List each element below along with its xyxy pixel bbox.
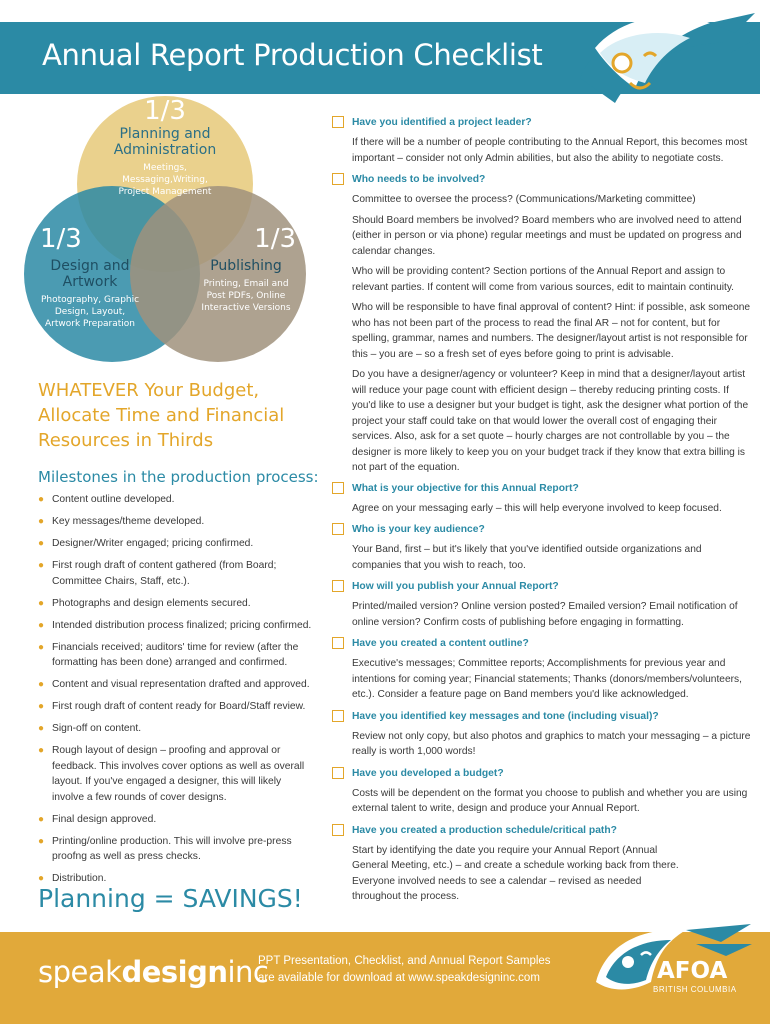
venn-right-sub: Printing, Email and Post PDFs, Online Interactive Versions	[201, 279, 291, 313]
bullet-icon: ●	[38, 619, 45, 631]
checklist-item	[332, 823, 752, 905]
footer-text: PPT Presentation, Checklist, and Annual Report Samples are available for download at www.speakdesigninc.com	[258, 953, 551, 987]
bullet-icon: ●	[38, 597, 45, 609]
budget-heading: WHATEVER Your Budget, Allocate Time and Financial Resources in Thirds	[38, 380, 285, 451]
speakdesign-logo: speakdesigninc	[38, 955, 269, 989]
checkbox[interactable]	[332, 523, 344, 535]
checklist-item	[332, 709, 752, 760]
checkbox[interactable]	[332, 824, 344, 836]
checklist-answer: Agree on your messaging early – this will help everyone involved to keep focused.	[352, 502, 722, 514]
checkbox[interactable]	[332, 116, 344, 128]
list-item: ● First rough draft of content ready for Board/Staff review.	[38, 699, 313, 715]
list-item: ● First rough draft of content gathered (from Board; Committee Chairs, Staff, etc.).	[38, 560, 277, 587]
checkbox[interactable]	[332, 637, 344, 649]
checklist-answer: Do you have a designer/agency or volunteer? Keep in mind that a designer/layout artist will reduce your page count with efficient design – thereby reducing printing costs. If you'd like to use a designer but your budget is tight, ask the designer what portion of the project your staff could take on that would lower the overall cost of engaging their services. Also, ask for a set quote – hourly charges are not controllable by you – the designer is more likely to keep you on your budget track if they know that extra billing is not part of the equation.	[352, 369, 749, 473]
bullet-icon: ●	[38, 701, 45, 712]
list-item: ● Printing/online production. This will involve pre-press proofng as well as press checks.	[38, 835, 292, 862]
checklist-answer: Executive's messages; Committee reports; Accomplishments for previous year and intentions for coming year; Financial statements; Thanks (donors/members/volunteers, etc.). Consider a feature page on Band members you'd like acknowledged.	[352, 658, 742, 700]
list-item: ● Final design approved.	[38, 812, 313, 828]
checklist-answer: Who will be providing content? Section portions of the Annual Report and assign to relevant parties. If content will come from various sources, edit to maintain continuity.	[352, 266, 735, 293]
venn-left-fraction: 1/3	[40, 224, 82, 254]
checklist-answer: Review not only copy, but also photos and graphics to match your messaging – a picture really is worth 1,000 words!	[352, 730, 751, 757]
afoa-title: AFOA	[657, 958, 728, 984]
list-item: ● Content outline developed.	[38, 492, 313, 508]
bullet-icon: ●	[38, 516, 45, 527]
checklist-question: Have you created a production schedule/critical path?	[352, 824, 617, 836]
venn-right-heading: Publishing	[210, 258, 282, 274]
list-item: ● Rough layout of design – proofing and approval or feedback. This involves cover options as well as overall layout. If you've engaged a designer, this will likely involve a few rounds of cover designs.	[38, 745, 305, 803]
checklist-answer: Who will be responsible to have final approval of content? Hint: if possible, ask someone who has not been part of the process to read the final AR – not for content, but for spelling, grammar, names and numbers. The designer/layout artist is not responsible for this – you are – so a fresh set of eyes before going to print is advisable.	[352, 302, 751, 360]
checklist-answer: Your Band, first – but it's likely that you've identified outside organizations and companies that you wish to reach, too.	[352, 544, 702, 571]
venn-top-fraction: 1/3	[144, 96, 186, 126]
checklist-item	[332, 115, 752, 166]
venn-top-sub: Meetings, Messaging,Writing, Project Management	[118, 163, 212, 197]
checklist-item	[332, 766, 752, 817]
checklist-item	[332, 522, 752, 573]
bullet-icon: ●	[38, 560, 45, 571]
bullet-icon: ●	[38, 538, 45, 549]
milestones-list	[38, 492, 313, 893]
checklist-answer: Committee to oversee the process? (Communications/Marketing committee)	[352, 194, 696, 205]
bullet-icon: ●	[38, 835, 45, 847]
checklist-question: Have you identified key messages and tone (including visual)?	[352, 710, 659, 722]
page-title: Annual Report Production Checklist	[42, 38, 543, 72]
checkbox[interactable]	[332, 580, 344, 592]
checklist-question: Have you identified a project leader?	[352, 117, 532, 128]
checklist-item	[332, 636, 752, 703]
bullet-icon: ●	[38, 745, 45, 756]
checklist-answer: If there will be a number of people contributing to the Annual Report, this becomes most important – consider not only Admin abilities, but also the ability to negotiate costs.	[352, 137, 748, 164]
list-item: ● Distribution.	[38, 871, 313, 887]
checkbox[interactable]	[332, 767, 344, 779]
checklist-item	[332, 172, 752, 476]
checklist-item	[332, 481, 752, 517]
venn-left-sub: Photography, Graphic Design, Layout, Artwork Preparation	[40, 295, 140, 329]
milestones-title: Milestones in the production process:	[38, 468, 319, 486]
list-item: ● Designer/Writer engaged; pricing confirmed.	[38, 536, 313, 552]
checklist-question: How will you publish your Annual Report?	[352, 581, 559, 592]
venn-right-label	[196, 224, 296, 314]
bullet-icon: ●	[38, 494, 45, 505]
checklist-question: Who needs to be involved?	[352, 174, 486, 185]
venn-top-label	[110, 96, 220, 198]
bullet-icon: ●	[38, 813, 45, 825]
checklist-question: Have you created a content outline?	[352, 638, 529, 649]
checklist	[332, 115, 752, 910]
bullet-icon: ●	[38, 723, 45, 734]
bullet-icon: ●	[38, 873, 45, 884]
list-item: ● Intended distribution process finalized; pricing confirmed.	[38, 618, 313, 634]
checklist-question: Who is your key audience?	[352, 524, 485, 535]
mask-logo-icon	[560, 8, 760, 118]
venn-left-heading: Design and Artwork	[50, 258, 130, 290]
list-item: ● Sign-off on content.	[38, 721, 313, 737]
checklist-question: What is your objective for this Annual Report?	[352, 482, 579, 494]
list-item: ● Financials received; auditors' time for review (after the formatting has been done) arranged and confirmed.	[38, 641, 299, 668]
download-link[interactable]: are available for download at www.speakdesigninc.com	[258, 972, 540, 984]
list-item: ● Key messages/theme developed.	[38, 514, 313, 530]
checklist-answer: Start by identifying the date you require your Annual Report (Annual General Meeting, etc.) – and create a schedule working back from there. Everyone involved needs to see a calendar – revised as needed throughout the process.	[352, 844, 679, 902]
checklist-answer: Printed/mailed version? Online version posted? Emailed version? Email notification of online version? Confirm costs of publishing before engaging in formatting.	[352, 601, 738, 628]
bullet-icon: ●	[38, 641, 45, 653]
checklist-question: Have you developed a budget?	[352, 767, 504, 779]
checklist-item	[332, 579, 752, 630]
venn-left-label	[40, 224, 140, 330]
checkbox[interactable]	[332, 173, 344, 185]
checkbox[interactable]	[332, 710, 344, 722]
afoa-subtitle: BRITISH COLUMBIA	[653, 985, 737, 994]
checklist-answer: Costs will be dependent on the format you choose to publish and whether you are using external talent to write, design and produce your Annual Report.	[352, 787, 748, 814]
checkbox[interactable]	[332, 482, 344, 494]
checklist-answer: Should Board members be involved? Board members who are involved need to attend (either in person or via phone) regular meetings and must be updated on progress and calendar changes.	[352, 214, 742, 257]
savings-slogan: Planning = SAVINGS!	[38, 884, 303, 913]
venn-right-fraction: 1/3	[254, 224, 296, 254]
venn-top-heading: Planning and Administration	[113, 126, 217, 158]
bullet-icon: ●	[38, 679, 45, 690]
list-item: ● Photographs and design elements secured.	[38, 596, 313, 612]
list-item: ● Content and visual representation drafted and approved.	[38, 677, 313, 693]
